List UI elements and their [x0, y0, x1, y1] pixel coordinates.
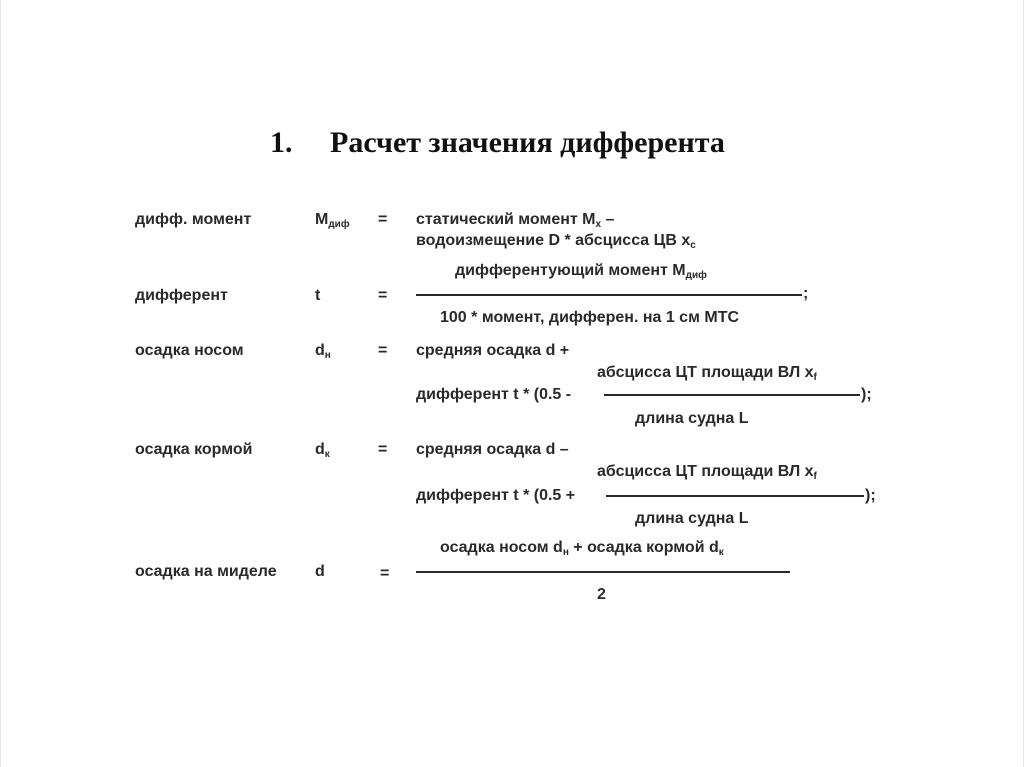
- stern-numerator: абсцисса ЦТ площади ВЛ $x_f$: [597, 463, 817, 482]
- moment-formula-line2: водоизмещение D * абсцисса ЦВ $x_c$: [416, 232, 696, 251]
- trim-semicolon: ;: [803, 285, 809, 302]
- trim-denominator: 100 * момент, дифферен. на 1 см МТС: [440, 309, 740, 326]
- stern-symbol: $d_к$: [315, 441, 330, 460]
- bow-expression-right: );: [861, 386, 872, 403]
- bow-equals: =: [378, 342, 388, 359]
- stern-expression-left: дифферент t * (0.5 +: [416, 487, 576, 504]
- mid-fraction-bar: [416, 571, 790, 573]
- bow-fraction-bar: [604, 394, 860, 396]
- bow-expression-left: дифферент t * (0.5 -: [416, 386, 572, 403]
- trim-label: дифферент: [135, 287, 228, 304]
- trim-equals: =: [378, 287, 388, 304]
- stern-fraction-bar: [606, 495, 864, 497]
- stern-formula-line1: средняя осадка d –: [416, 441, 569, 458]
- moment-formula-line1: статический момент $M_x$ –: [416, 211, 615, 230]
- trim-symbol: t: [315, 287, 321, 304]
- stern-equals: =: [378, 441, 388, 458]
- stern-expression-right: );: [865, 487, 876, 504]
- title-text: Расчет значения дифферента: [330, 126, 725, 159]
- mid-denominator: 2: [597, 586, 606, 603]
- bow-formula-line1: средняя осадка d +: [416, 342, 570, 359]
- bow-numerator: абсцисса ЦТ площади ВЛ $x_f$: [597, 364, 817, 383]
- mid-numerator: осадка носом $d_н$ + осадка кормой $d_к$: [440, 539, 724, 558]
- slide-title: [270, 126, 725, 160]
- mid-symbol: d: [315, 563, 325, 580]
- moment-symbol: $M_{диф}$: [315, 211, 350, 230]
- trim-fraction-bar: [416, 294, 802, 296]
- mid-label: осадка на миделе: [135, 563, 277, 580]
- bow-denominator: длина судна L: [635, 410, 749, 427]
- slide-border-left: [0, 0, 1, 767]
- title-number: 1.: [270, 126, 293, 159]
- stern-label: осадка кормой: [135, 441, 253, 458]
- moment-label: дифф. момент: [135, 211, 252, 228]
- stern-denominator: длина судна L: [635, 510, 749, 527]
- moment-equals: =: [378, 211, 388, 228]
- bow-label: осадка носом: [135, 342, 244, 359]
- bow-symbol: $d_н$: [315, 342, 331, 361]
- trim-numerator: дифферентующий момент $M_{диф}$: [455, 262, 707, 281]
- mid-equals: =: [380, 565, 390, 582]
